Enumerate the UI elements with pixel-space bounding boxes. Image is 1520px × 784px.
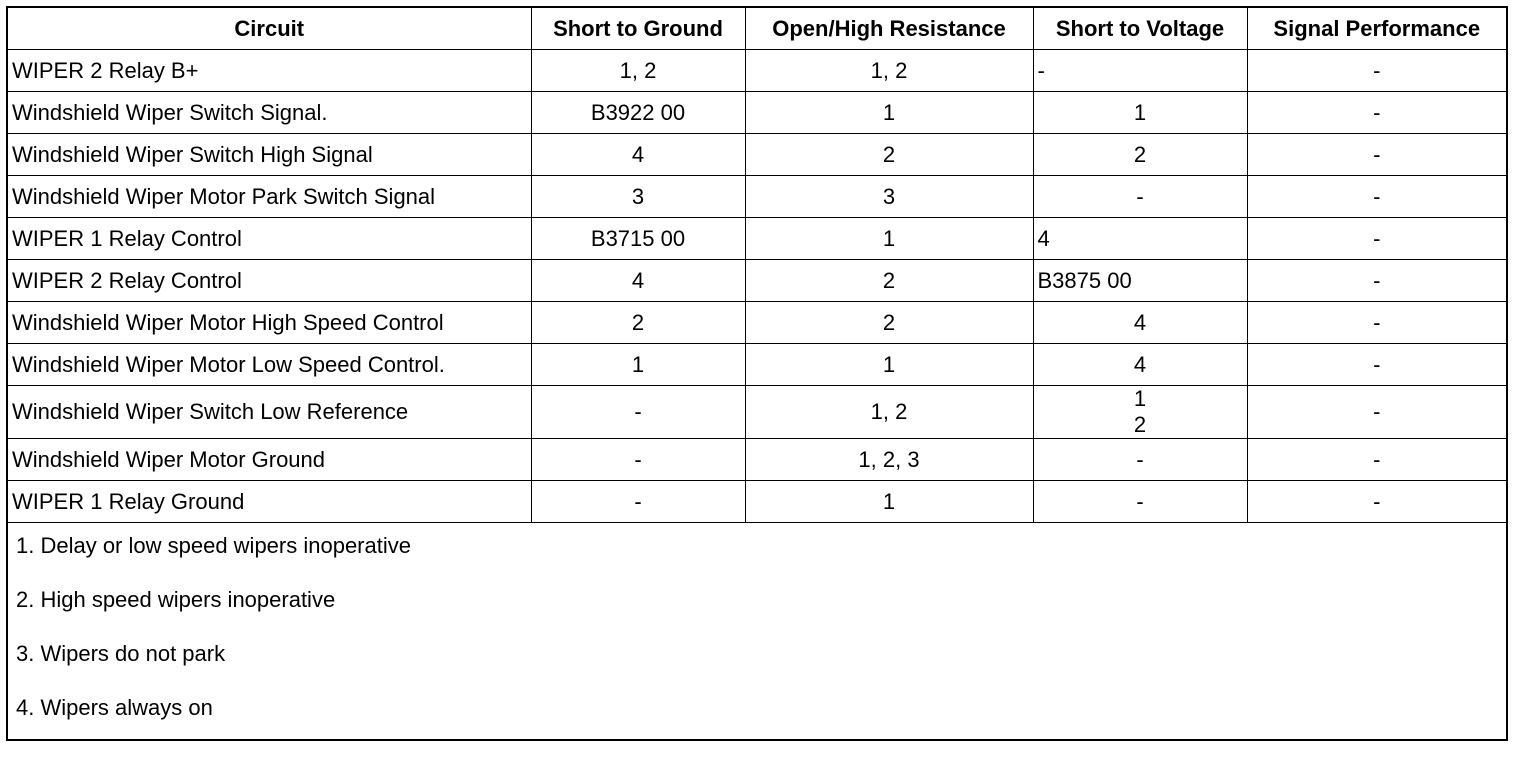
note-item: 1. Delay or low speed wipers inoperative [16,533,411,558]
signal-performance-cell: - [1247,176,1507,218]
table-row [7,439,1507,481]
table-row [7,50,1507,92]
notes-row [7,523,1507,741]
short-to-voltage-cell: 1 [1033,92,1247,134]
open-high-resistance-cell: 2 [745,302,1033,344]
header-circuit: Circuit [7,7,531,50]
signal-performance-cell: - [1247,302,1507,344]
signal-performance-cell: - [1247,218,1507,260]
short-to-voltage-cell: 4 [1033,344,1247,386]
open-high-resistance-cell: 1 [745,344,1033,386]
header-signal-performance: Signal Performance [1247,7,1507,50]
circuit-cell: WIPER 1 Relay Ground [7,481,531,523]
signal-performance-cell: - [1247,260,1507,302]
circuit-cell: Windshield Wiper Switch High Signal [7,134,531,176]
short-to-ground-cell: 2 [531,302,745,344]
short-to-ground-cell: - [531,439,745,481]
table-row [7,218,1507,260]
short-to-ground-cell: B3922 00 [531,92,745,134]
short-to-voltage-value: 2 [1133,412,1147,437]
short-to-voltage-cell: - [1033,50,1247,92]
short-to-voltage-cell: - [1033,439,1247,481]
signal-performance-cell: - [1247,439,1507,481]
short-to-voltage-cell: - [1033,481,1247,523]
circuit-cell: WIPER 2 Relay Control [7,260,531,302]
short-to-voltage-cell: 2 [1033,134,1247,176]
circuit-cell: Windshield Wiper Motor Park Switch Signal [7,176,531,218]
open-high-resistance-cell: 2 [745,260,1033,302]
note-item: 2. High speed wipers inoperative [16,587,336,612]
short-to-ground-cell: - [531,386,745,439]
table-row [7,134,1507,176]
header-open-high-resistance: Open/High Resistance [745,7,1033,50]
signal-performance-cell: - [1247,344,1507,386]
header-short-to-ground: Short to Ground [531,7,745,50]
circuit-diagnostic-table [6,6,1508,741]
short-to-ground-cell: B3715 00 [531,218,745,260]
table-row [7,481,1507,523]
circuit-cell: WIPER 2 Relay B+ [7,50,531,92]
circuit-cell: Windshield Wiper Switch Signal. [7,92,531,134]
short-to-ground-cell: - [531,481,745,523]
note-item: 4. Wipers always on [16,695,213,720]
open-high-resistance-cell: 1, 2, 3 [745,439,1033,481]
open-high-resistance-cell: 1, 2 [745,50,1033,92]
short-to-voltage-value: 1 [1133,386,1147,411]
open-high-resistance-cell: 1 [745,481,1033,523]
short-to-ground-cell: 1, 2 [531,50,745,92]
open-high-resistance-cell: 1 [745,218,1033,260]
short-to-ground-cell: 4 [531,260,745,302]
table-row [7,260,1507,302]
short-to-ground-cell: 1 [531,344,745,386]
table-row [7,386,1507,439]
short-to-voltage-cell: 4 [1033,218,1247,260]
short-to-voltage-cell: B3875 00 [1033,260,1247,302]
circuit-cell: Windshield Wiper Motor High Speed Control [7,302,531,344]
circuit-cell: Windshield Wiper Motor Low Speed Control. [7,344,531,386]
signal-performance-cell: - [1247,134,1507,176]
header-row [7,7,1507,50]
short-to-voltage-cell: 4 [1033,302,1247,344]
open-high-resistance-cell: 3 [745,176,1033,218]
circuit-cell: Windshield Wiper Switch Low Reference [7,386,531,439]
header-short-to-voltage: Short to Voltage [1033,7,1247,50]
signal-performance-cell: - [1247,481,1507,523]
short-to-voltage-cell: - [1033,176,1247,218]
note-item: 3. Wipers do not park [16,641,226,666]
table-row [7,302,1507,344]
signal-performance-cell: - [1247,50,1507,92]
open-high-resistance-cell: 1, 2 [745,386,1033,439]
table-row [7,176,1507,218]
notes-cell [7,523,1507,741]
short-to-ground-cell: 3 [531,176,745,218]
signal-performance-cell: - [1247,92,1507,134]
short-to-voltage-cell [1033,386,1247,439]
table-row [7,344,1507,386]
open-high-resistance-cell: 1 [745,92,1033,134]
signal-performance-cell: - [1247,386,1507,439]
table-row [7,92,1507,134]
circuit-cell: WIPER 1 Relay Control [7,218,531,260]
circuit-cell: Windshield Wiper Motor Ground [7,439,531,481]
short-to-ground-cell: 4 [531,134,745,176]
open-high-resistance-cell: 2 [745,134,1033,176]
